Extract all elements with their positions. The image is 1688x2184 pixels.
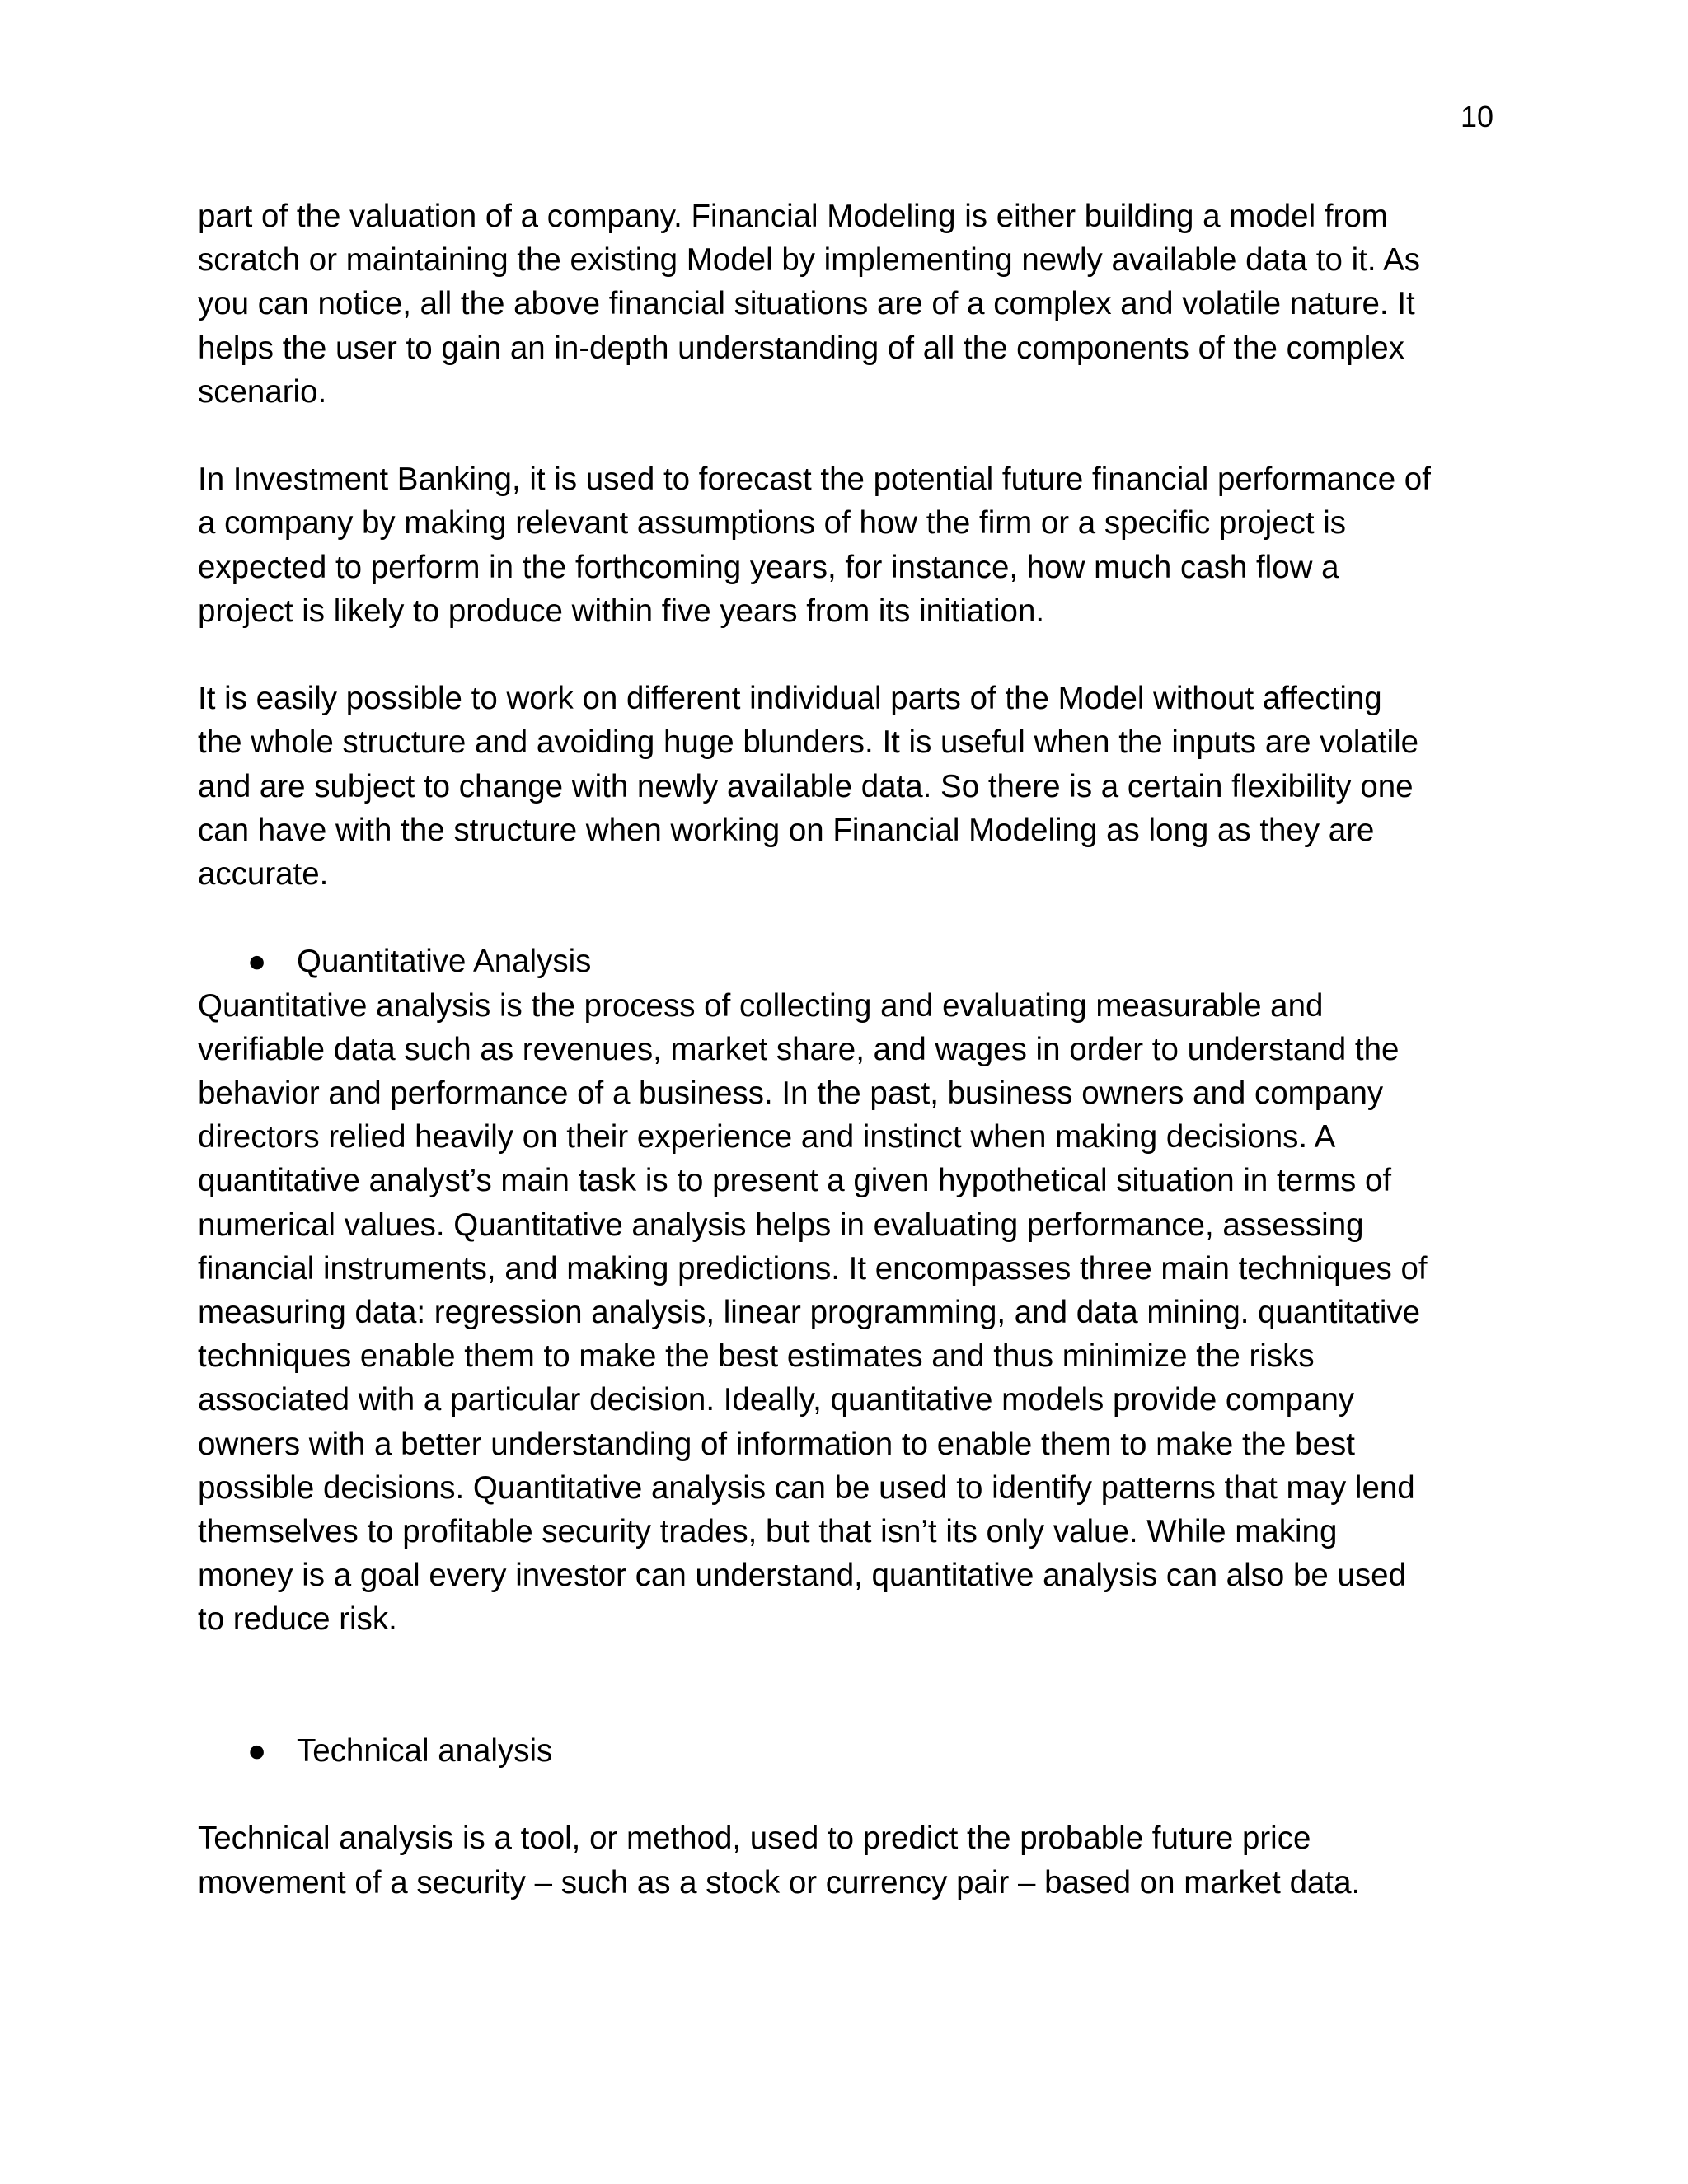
text-line: possible decisions. Quantitative analysis can be used to identify patterns that may lend — [198, 1469, 1415, 1506]
text-line: money is a goal every investor can understand, quantitative analysis can also be used — [198, 1558, 1407, 1594]
paragraph-quantitative-analysis — [198, 984, 1500, 1642]
document-body — [198, 194, 1500, 1905]
paragraph-spacer — [198, 896, 1500, 940]
paragraph-financial-modeling-continued — [198, 194, 1500, 414]
text-line: helps the user to gain an in-depth understanding of all the components of the complex — [198, 330, 1404, 366]
text-line: verifiable data such as revenues, market share, and wages in order to understand the — [198, 1031, 1400, 1067]
text-line: and are subject to change with newly available data. So there is a certain flexibility one — [198, 768, 1414, 804]
page-number: 10 — [1460, 100, 1493, 134]
text-line: In Investment Banking, it is used to forecast the potential future financial performance of — [198, 462, 1431, 498]
text-line: quantitative analyst’s main task is to present a given hypothetical situation in terms of — [198, 1163, 1392, 1199]
text-line: movement of a security – such as a stock or currency pair – based on market data. — [198, 1864, 1361, 1900]
text-line: Technical analysis is a tool, or method, used to predict the probable future price — [198, 1821, 1311, 1857]
text-line: measuring data: regression analysis, linear programming, and data mining. quantitative — [198, 1295, 1421, 1331]
text-line: you can notice, all the above financial situations are of a complex and volatile nature. It — [198, 286, 1415, 322]
text-line: themselves to profitable security trades, but that isn’t its only value. While making — [198, 1514, 1338, 1550]
text-line: a company by making relevant assumptions of how the firm or a specific project is — [198, 505, 1347, 541]
paragraph-technical-analysis — [198, 1816, 1500, 1904]
text-line: It is easily possible to work on different individual parts of the Model without affecting — [198, 681, 1382, 717]
text-line: associated with a particular decision. Ideally, quantitative models provide company — [198, 1382, 1355, 1418]
paragraph-investment-banking — [198, 457, 1500, 633]
paragraph-spacer — [198, 1685, 1500, 1729]
text-line: Quantitative analysis is the process of collecting and evaluating measurable and — [198, 987, 1324, 1024]
paragraph-spacer — [198, 1642, 1500, 1685]
text-line: expected to perform in the forthcoming years, for instance, how much cash flow a — [198, 549, 1339, 585]
text-line: accurate. — [198, 856, 329, 893]
text-line: can have with the structure when working on Financial Modeling as long as they are — [198, 812, 1375, 848]
paragraph-spacer — [198, 1773, 1500, 1816]
text-line: owners with a better understanding of information to enable them to make the best — [198, 1426, 1355, 1462]
bullet-item-quantitative-analysis — [198, 940, 1500, 983]
bullet-icon: ● — [247, 944, 267, 980]
paragraph-spacer — [198, 633, 1500, 677]
text-line: project is likely to produce within five years from its initiation. — [198, 593, 1045, 629]
bullet-icon: ● — [247, 1733, 267, 1769]
bullet-item-technical-analysis — [198, 1729, 1500, 1773]
bullet-label: Technical analysis — [297, 1733, 553, 1769]
text-line: behavior and performance of a business. In the past, business owners and company — [198, 1076, 1384, 1112]
bullet-label: Quantitative Analysis — [297, 944, 592, 980]
text-line: techniques enable them to make the best estimates and thus minimize the risks — [198, 1338, 1315, 1375]
text-line: to reduce risk. — [198, 1601, 397, 1638]
paragraph-model-flexibility — [198, 677, 1500, 896]
text-line: part of the valuation of a company. Financial Modeling is either building a model from — [198, 199, 1388, 234]
text-line: the whole structure and avoiding huge blunders. It is useful when the inputs are volatile — [198, 724, 1419, 761]
paragraph-spacer — [198, 414, 1500, 457]
text-line: scratch or maintaining the existing Model by implementing newly available data to it. As — [198, 242, 1421, 279]
text-line: numerical values. Quantitative analysis helps in evaluating performance, assessing — [198, 1207, 1364, 1243]
text-line: scenario. — [198, 373, 327, 410]
text-line: directors relied heavily on their experience and instinct when making decisions. A — [198, 1119, 1336, 1155]
text-line: financial instruments, and making predictions. It encompasses three main techniques of — [198, 1250, 1428, 1286]
